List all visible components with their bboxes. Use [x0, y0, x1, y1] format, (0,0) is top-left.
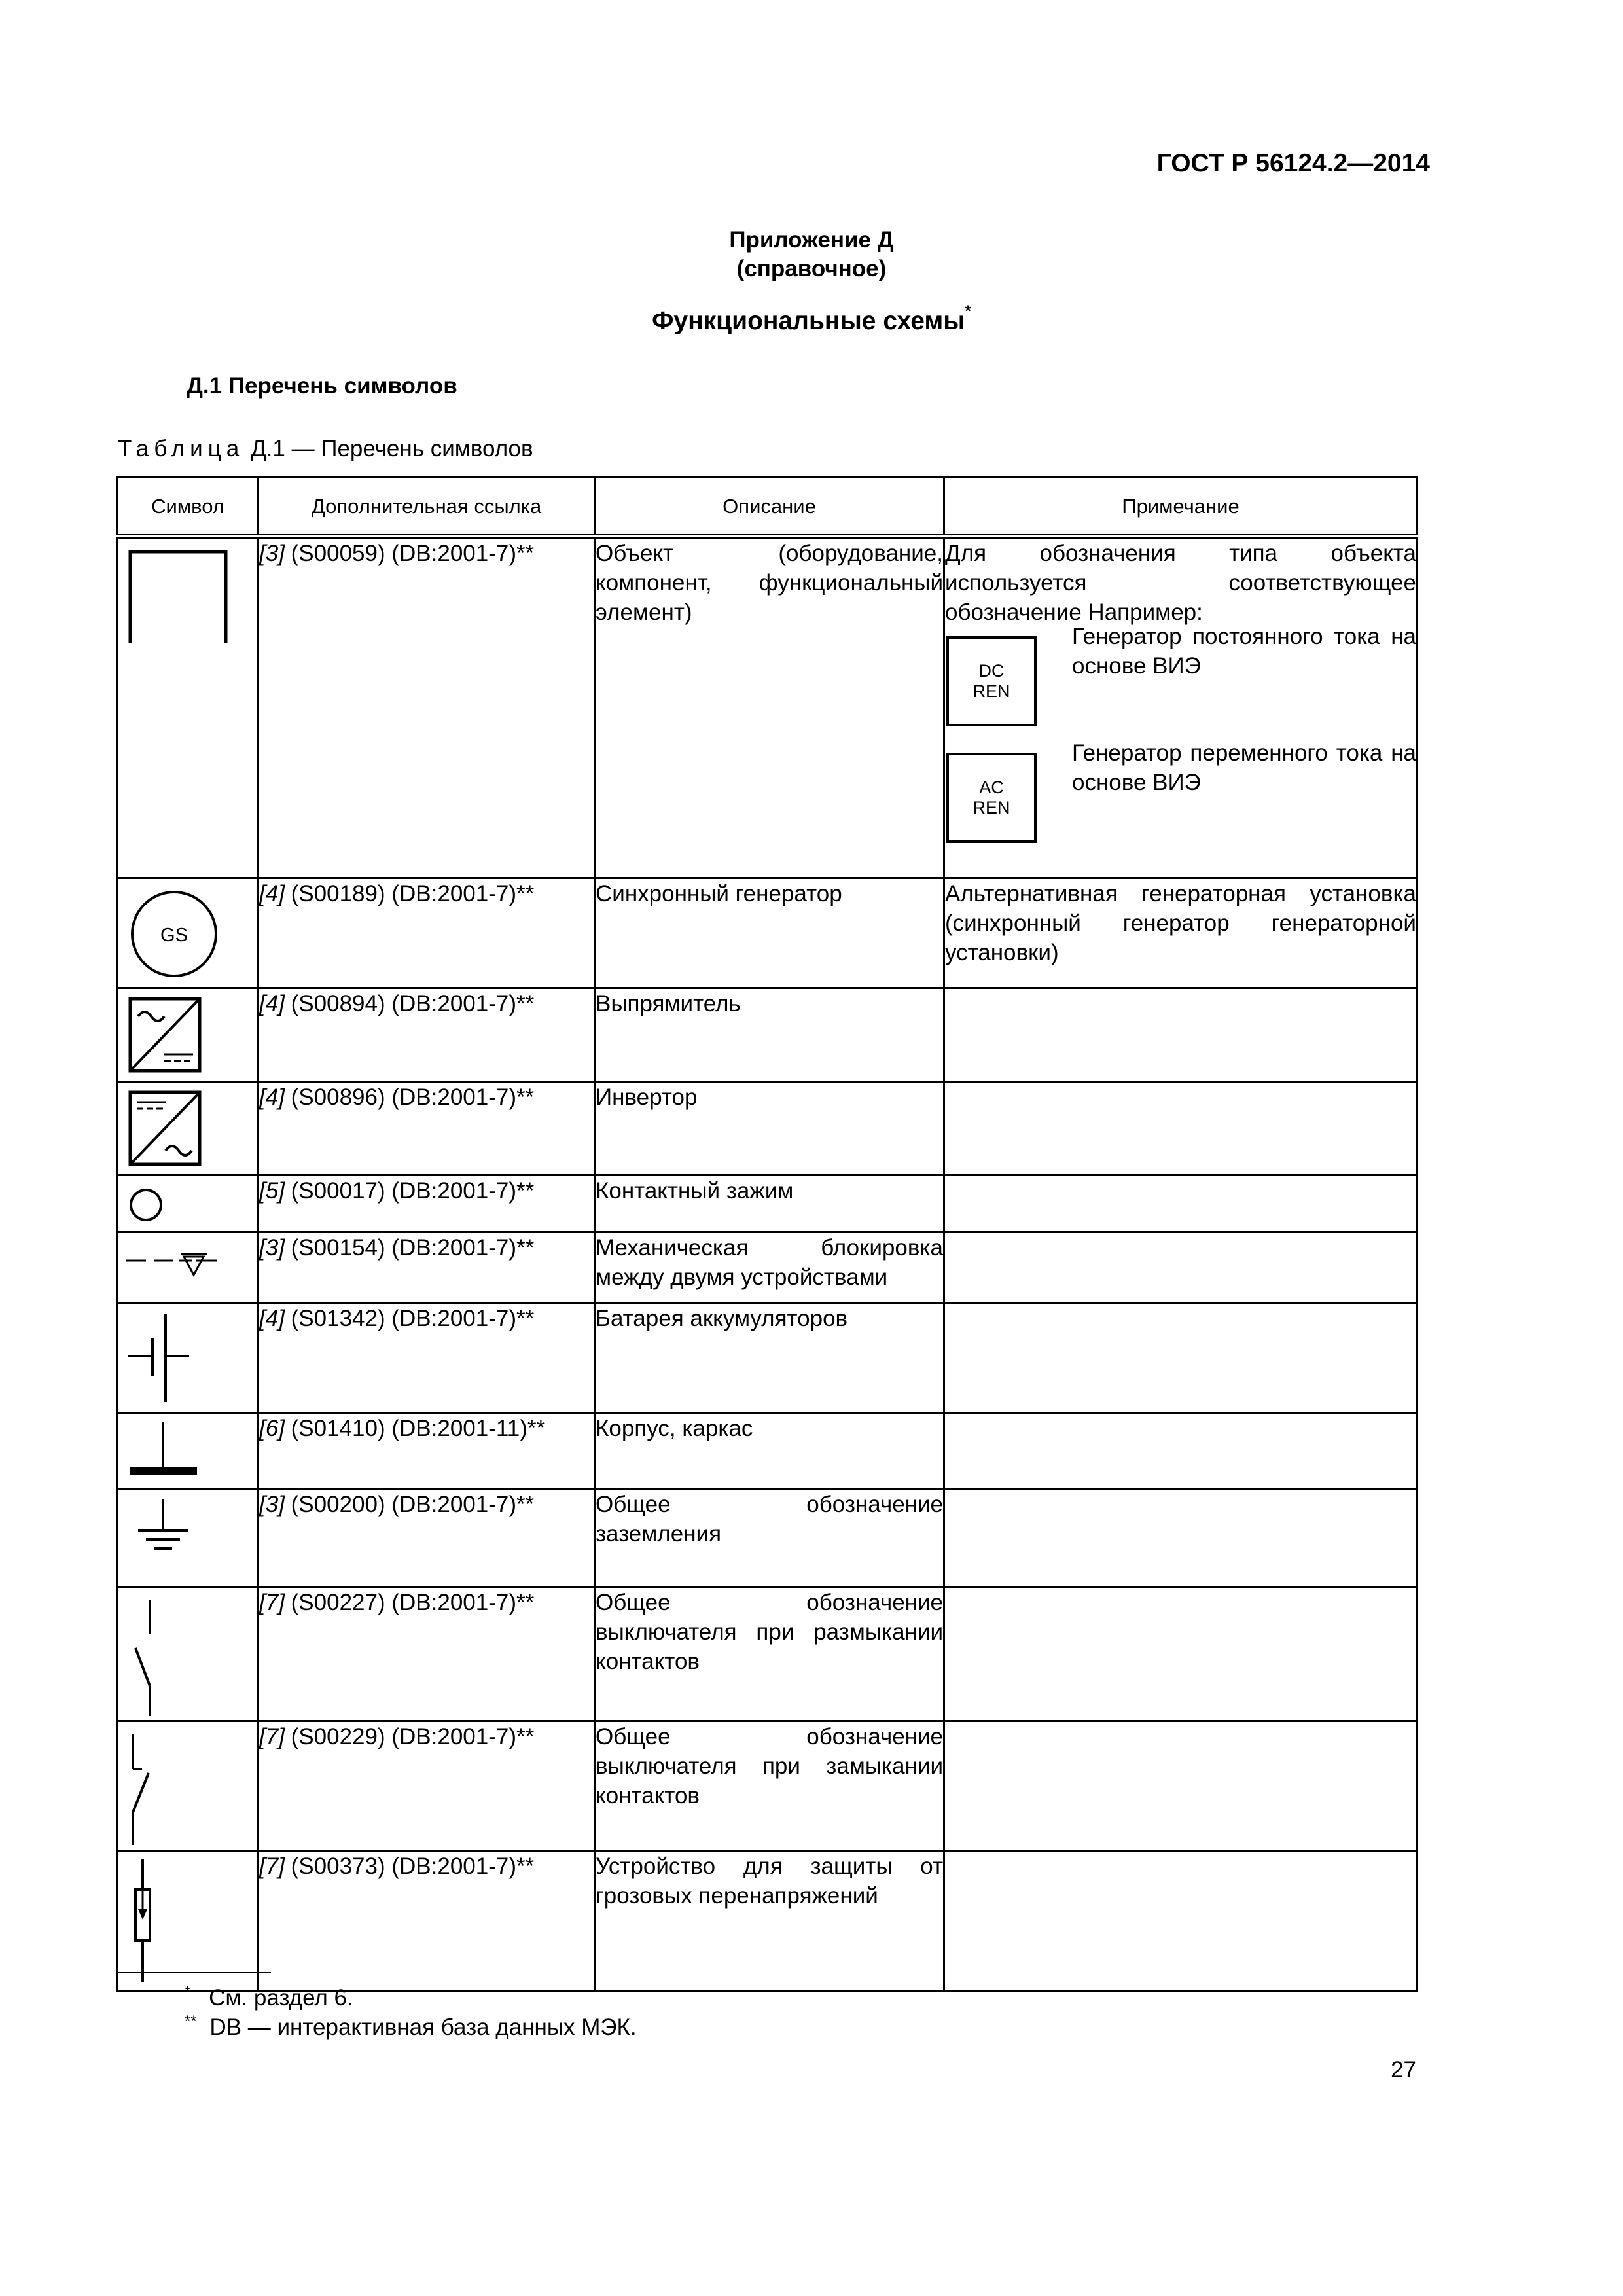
reference-cell [259, 1232, 595, 1303]
ac-ren-symbol [946, 753, 1037, 843]
standard-code: ГОСТ Р 56124.2—2014 [1156, 149, 1430, 177]
reference-code: (S00189) (DB:2001-7)** [284, 881, 535, 906]
reference-number: [3] [259, 541, 285, 566]
table-caption-text: Д.1 — Перечень символов [250, 436, 533, 461]
table-row [118, 1232, 1418, 1303]
reference-cell [259, 988, 595, 1082]
footnote-mark: ** [185, 2013, 197, 2030]
reference-code: (S00154) (DB:2001-7)** [284, 1235, 535, 1261]
battery-symbol [118, 1304, 257, 1411]
rectifier-symbol [118, 989, 257, 1081]
note-cell [944, 1721, 1418, 1851]
reference-code: (S00059) (DB:2001-7)** [284, 541, 535, 566]
reference-number: [4] [259, 1306, 285, 1331]
footnote-text: См. раздел 6. [209, 1984, 353, 2011]
header-description: Описание [595, 478, 944, 537]
reference-code: (S00373) (DB:2001-7)** [284, 1854, 535, 1879]
switch-closing-symbol [118, 1722, 257, 1849]
table-row [118, 878, 1418, 988]
symbol-cell [118, 1489, 259, 1587]
page-number: 27 [1391, 2057, 1416, 2083]
description-cell: Общее обозначение выключателя при размыкании контактов [595, 1587, 944, 1721]
footnote-1 [185, 1983, 353, 2011]
table-row [118, 537, 1418, 878]
reference-cell [259, 1489, 595, 1587]
dc-ren-line2: REN [972, 681, 1010, 701]
reference-code: (S01410) (DB:2001-11)** [284, 1416, 546, 1441]
reference-code: (S01342) (DB:2001-7)** [284, 1306, 535, 1331]
description-cell: Общее обозначение выключателя при замыкании контактов [595, 1721, 944, 1851]
switch-opening-symbol [118, 1588, 257, 1719]
reference-cell [259, 1303, 595, 1413]
annex-label: Приложение Д [729, 227, 894, 253]
reference-cell [259, 537, 595, 878]
reference-cell [259, 1082, 595, 1175]
schemes-title [0, 302, 1623, 336]
table-row [118, 1175, 1418, 1232]
symbol-cell [118, 988, 259, 1082]
reference-number: [5] [259, 1178, 285, 1204]
symbol-cell [118, 1082, 259, 1175]
note-cell [944, 1851, 1418, 1992]
table-caption [118, 436, 533, 462]
terminal-symbol [118, 1176, 257, 1231]
symbol-cell [118, 1303, 259, 1413]
section-title: Д.1 Перечень символов [187, 373, 457, 399]
description-cell: Инвертор [595, 1082, 944, 1175]
symbol-cell [118, 1175, 259, 1232]
table-header-row [118, 478, 1418, 537]
reference-number: [3] [259, 1492, 285, 1517]
note-cell: Альтернативная генераторная установка (синхронный генератор генераторной установки) [944, 878, 1418, 988]
footnote-divider [116, 1972, 271, 1973]
dc-ren-symbol [946, 636, 1037, 726]
table-row [118, 1303, 1418, 1413]
example-text: Генератор постоянного тока на основе ВИЭ [1072, 624, 1416, 679]
table-row [118, 1082, 1418, 1175]
note-cell [944, 1413, 1418, 1489]
footnote-2 [185, 2013, 637, 2041]
note-cell [944, 537, 1418, 878]
header-note: Примечание [944, 478, 1418, 537]
symbol-cell [118, 537, 259, 878]
header-reference: Дополнительная ссылка [259, 478, 595, 537]
reference-number: [4] [259, 1085, 285, 1110]
table-row [118, 1721, 1418, 1851]
surge-arrester-symbol [118, 1852, 257, 1989]
description-cell: Механическая блокировка между двумя устройствами [595, 1232, 944, 1303]
reference-number: [7] [259, 1724, 285, 1749]
reference-cell [259, 1175, 595, 1232]
description-cell: Корпус, каркас [595, 1413, 944, 1489]
symbol-cell [118, 1413, 259, 1489]
note-cell [944, 1082, 1418, 1175]
symbols-table [116, 476, 1418, 1992]
note-cell [944, 1587, 1418, 1721]
table-row [118, 1587, 1418, 1721]
ground-symbol [118, 1490, 257, 1585]
example-ac-ren [945, 740, 1416, 843]
table-row [118, 988, 1418, 1082]
reference-cell [259, 1851, 595, 1992]
reference-cell [259, 878, 595, 988]
table-row [118, 1413, 1418, 1489]
description-cell: Батарея аккумуляторов [595, 1303, 944, 1413]
note-cell [944, 1232, 1418, 1303]
footnote-mark: * [185, 1983, 191, 2001]
reference-code: (S00229) (DB:2001-7)** [284, 1724, 535, 1749]
description-cell: Контактный зажим [595, 1175, 944, 1232]
reference-code: (S00200) (DB:2001-7)** [284, 1492, 535, 1517]
generator-symbol [118, 879, 257, 984]
annex-type: (справочное) [736, 256, 887, 281]
schemes-title-text: Функциональные схемы [652, 307, 965, 335]
example-dc-ren [945, 624, 1416, 726]
table-row [118, 1851, 1418, 1992]
symbol-cell [118, 1721, 259, 1851]
symbol-cell [118, 1587, 259, 1721]
note-text: Для обозначения типа объекта используется соответствующее обозначение Например: [945, 541, 1416, 625]
note-cell [944, 1489, 1418, 1587]
schemes-title-footnote-mark: * [965, 302, 971, 320]
gs-label: GS [160, 925, 188, 946]
reference-number: [7] [259, 1590, 285, 1615]
note-cell [944, 988, 1418, 1082]
symbol-cell [118, 1232, 259, 1303]
reference-code: (S00896) (DB:2001-7)** [284, 1085, 535, 1110]
example-text: Генератор переменного тока на основе ВИЭ [1072, 740, 1416, 795]
annex-heading [0, 226, 1623, 283]
reference-number: [4] [259, 991, 285, 1016]
inverter-symbol [118, 1083, 257, 1174]
reference-cell [259, 1413, 595, 1489]
reference-cell [259, 1587, 595, 1721]
header-symbol: Символ [118, 478, 259, 537]
description-cell: Выпрямитель [595, 988, 944, 1082]
dc-ren-line1: DC [978, 661, 1005, 681]
description-cell: Устройство для защиты от грозовых перенапряжений [595, 1851, 944, 1992]
chassis-symbol [118, 1414, 257, 1487]
table-caption-prefix: Таблица [118, 436, 245, 461]
reference-number: [3] [259, 1235, 285, 1261]
note-cell [944, 1303, 1418, 1413]
description-cell: Общее обозначение заземления [595, 1489, 944, 1587]
note-cell [944, 1175, 1418, 1232]
symbol-cell [118, 1851, 259, 1992]
description-cell: Синхронный генератор [595, 878, 944, 988]
object-square-symbol [118, 539, 257, 643]
footnote-text: DB — интерактивная база данных МЭК. [209, 2014, 637, 2040]
reference-number: [7] [259, 1854, 285, 1879]
table-row [118, 1489, 1418, 1587]
mechanical-interlock-symbol [118, 1233, 257, 1301]
description-cell: Объект (оборудование, компонент, функциональный элемент) [595, 537, 944, 878]
reference-number: [6] [259, 1416, 285, 1441]
reference-code: (S00894) (DB:2001-7)** [284, 991, 535, 1016]
reference-number: [4] [259, 881, 285, 906]
reference-code: (S00017) (DB:2001-7)** [284, 1178, 535, 1204]
reference-cell [259, 1721, 595, 1851]
reference-code: (S00227) (DB:2001-7)** [284, 1590, 535, 1615]
ac-ren-line2: REN [972, 798, 1010, 817]
ac-ren-line1: AC [979, 778, 1004, 797]
symbol-cell [118, 878, 259, 988]
